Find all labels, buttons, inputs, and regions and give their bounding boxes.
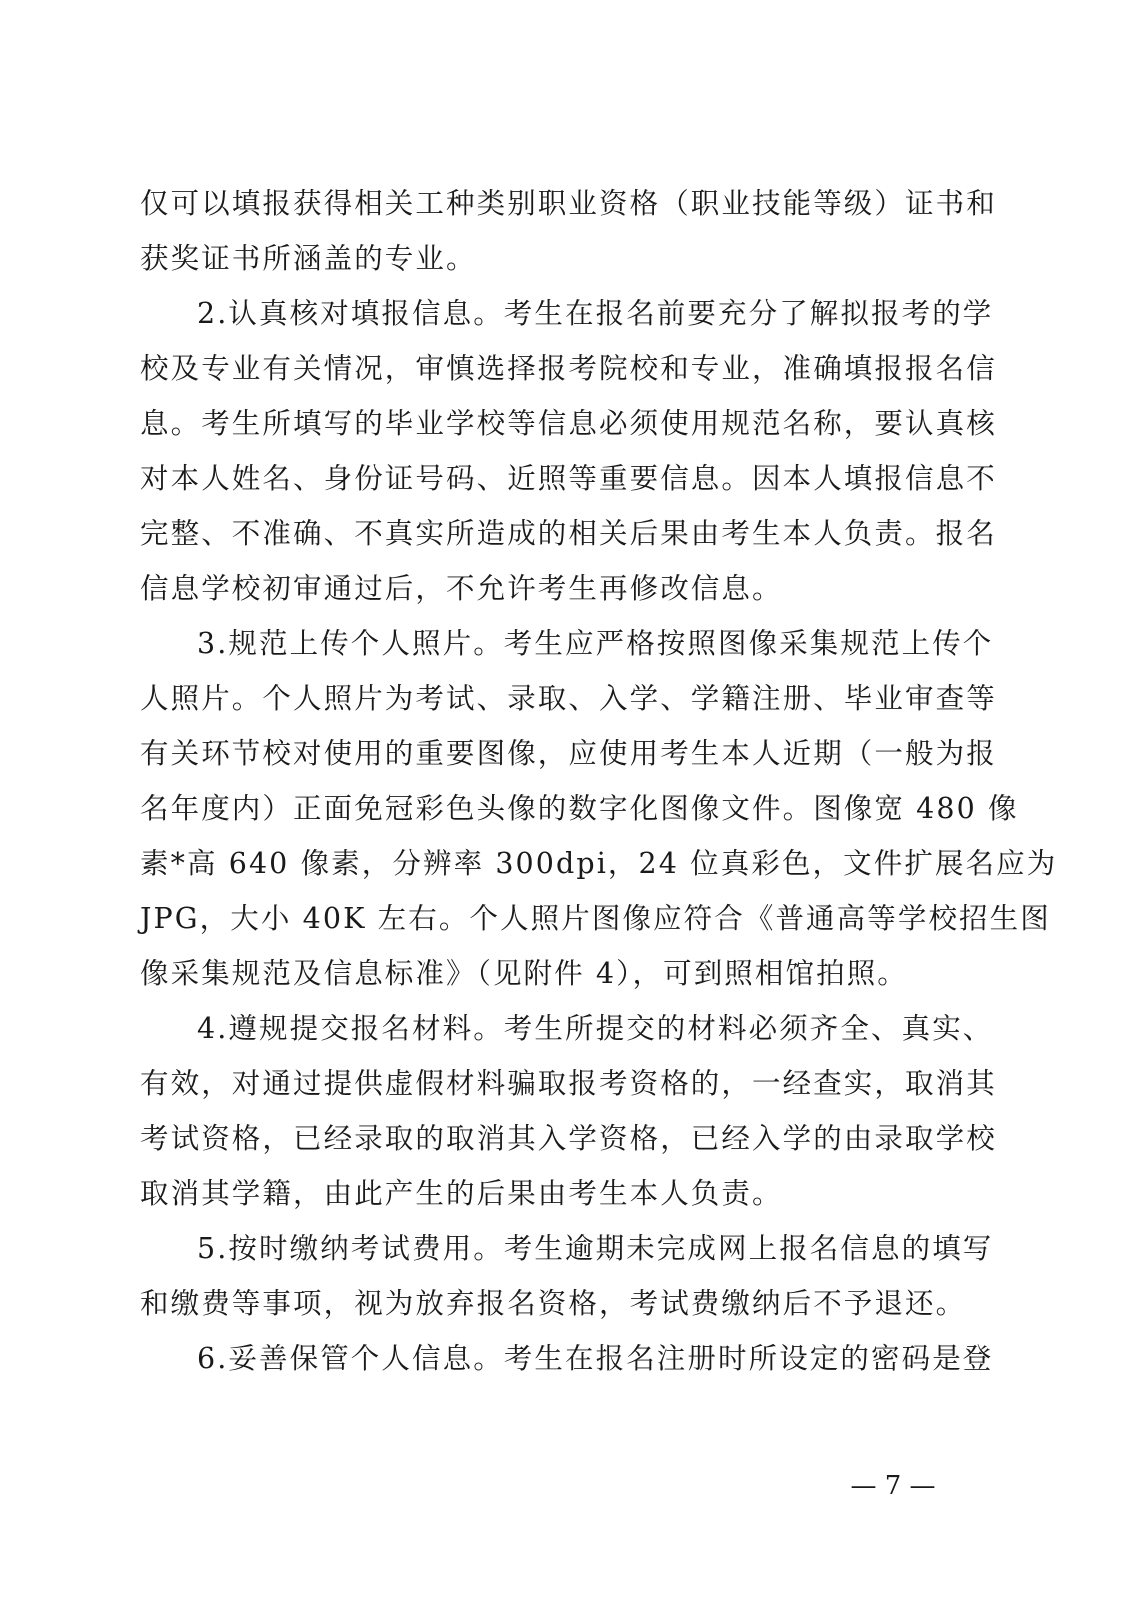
text-line: 取消其学籍，由此产生的后果由考生本人负责。 [140,1177,783,1210]
page-number: — 7 — [850,1471,936,1501]
paragraph-2-start: 2.认真核对填报信息。考生在报名前要充分了解拟报考的学 [197,297,994,330]
paragraph-6-start: 6.妥善保管个人信息。考生在报名注册时所设定的密码是登 [197,1342,994,1375]
text-line: 获奖证书所涵盖的专业。 [140,242,477,275]
text-line: 完整、不准确、不真实所造成的相关后果由考生本人负责。报名 [140,517,997,550]
text-line: 考试资格，已经录取的取消其入学资格，已经入学的由录取学校 [140,1122,997,1155]
text-line: 像采集规范及信息标准》（见附件 4），可到照相馆拍照。 [140,957,908,990]
text-line: 仅可以填报获得相关工种类别职业资格（职业技能等级）证书和 [140,187,997,220]
text-line: JPG，大小 40K 左右。个人照片图像应符合《普通高等学校招生图 [140,902,1051,935]
paragraph-4-start: 4.遵规提交报名材料。考生所提交的材料必须齐全、真实、 [197,1012,994,1045]
body-text [140,176,1058,1386]
text-line: 名年度内）正面免冠彩色头像的数字化图像文件。图像宽 480 像 [140,792,1019,825]
text-line: 息。考生所填写的毕业学校等信息必须使用规范名称，要认真核 [140,407,997,440]
text-line: 和缴费等事项，视为放弃报名资格，考试费缴纳后不予退还。 [140,1287,967,1320]
text-line: 对本人姓名、身份证号码、近照等重要信息。因本人填报信息不 [140,462,997,495]
text-line: 素*高 640 像素，分辨率 300dpi，24 位真彩色，文件扩展名应为 [140,847,1058,880]
text-line: 信息学校初审通过后，不允许考生再修改信息。 [140,572,783,605]
paragraph-5-start: 5.按时缴纳考试费用。考生逾期未完成网上报名信息的填写 [197,1232,994,1265]
paragraph-3-start: 3.规范上传个人照片。考生应严格按照图像采集规范上传个 [197,627,994,660]
text-line: 校及专业有关情况，审慎选择报考院校和专业，准确填报报名信 [140,352,997,385]
text-line: 有关环节校对使用的重要图像，应使用考生本人近期（一般为报 [140,737,997,770]
text-line: 有效，对通过提供虚假材料骗取报考资格的，一经查实，取消其 [140,1067,997,1100]
text-line: 人照片。个人照片为考试、录取、入学、学籍注册、毕业审查等 [140,682,997,715]
